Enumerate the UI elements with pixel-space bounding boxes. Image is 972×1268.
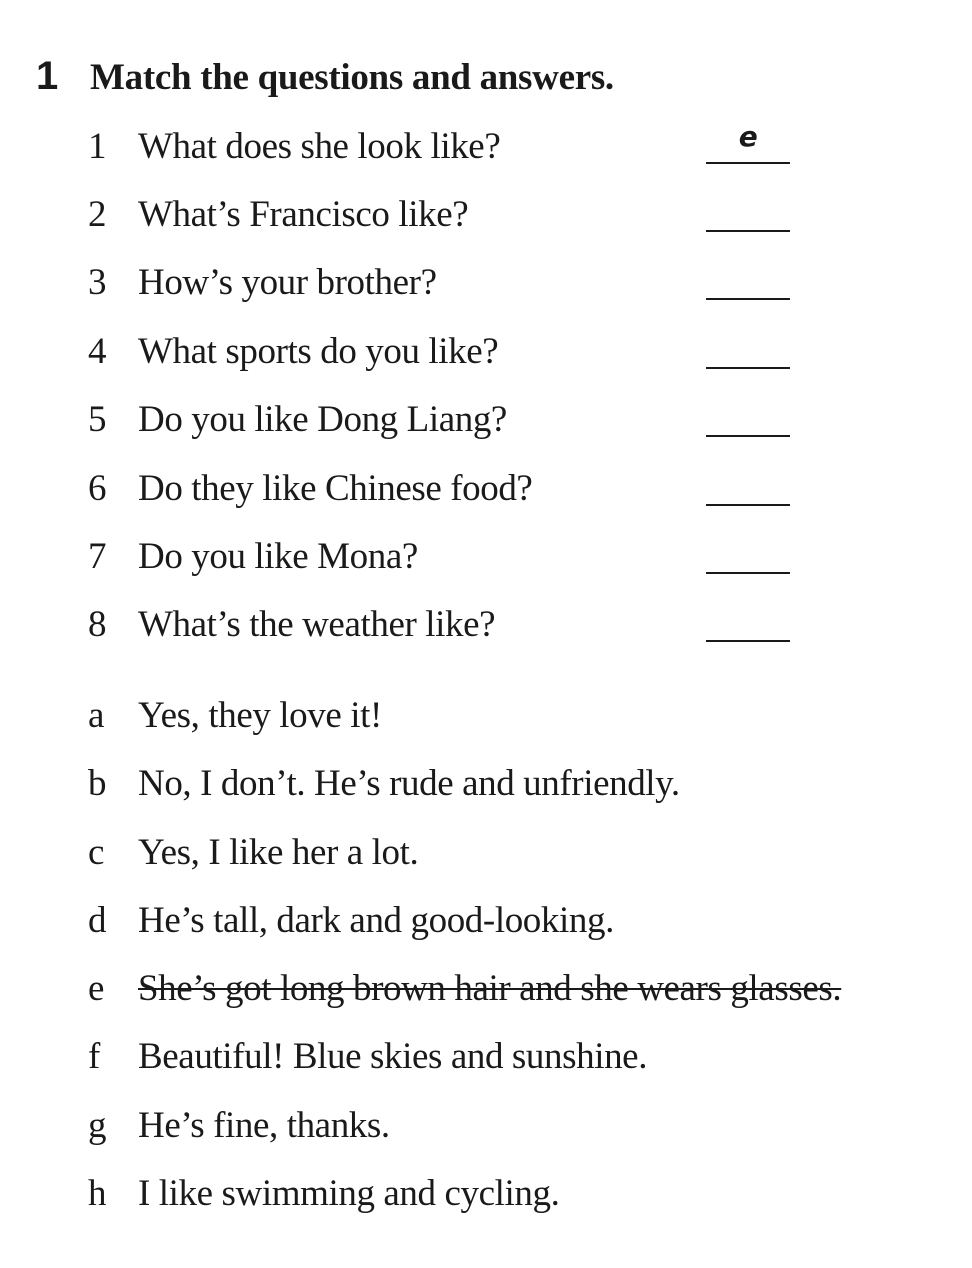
answer-blank[interactable] [706, 387, 790, 437]
answer-row [0, 896, 972, 946]
answer-text: Beautiful! Blue skies and sunshine. [138, 1036, 648, 1077]
answer-text: Yes, they love it! [138, 695, 382, 736]
question-text: What does she look like? [138, 126, 501, 167]
question-text: What’s the weather like? [138, 604, 496, 645]
question-number: 6 [88, 468, 107, 509]
question-text: Do you like Dong Liang? [138, 399, 507, 440]
question-number: 8 [88, 604, 107, 645]
answer-text: He’s tall, dark and good-looking. [138, 900, 614, 941]
answer-row [0, 828, 972, 878]
question-row [0, 190, 972, 240]
answer-blank[interactable] [706, 456, 790, 506]
answer-letter: f [88, 1036, 100, 1077]
answer-text: Yes, I like her a lot. [138, 832, 419, 873]
answer-blank[interactable] [706, 592, 790, 642]
answer-blank[interactable] [706, 524, 790, 574]
question-row [0, 258, 972, 308]
answer-letter: e [88, 968, 105, 1009]
answer-letter: g [88, 1105, 107, 1146]
answer-text-struck-through: She’s got long brown hair and she wears glasses. [138, 968, 842, 1009]
question-row [0, 532, 972, 582]
answer-blank[interactable] [706, 114, 790, 164]
answer-letter: b [88, 763, 107, 804]
answer-row [0, 1032, 972, 1082]
question-text: Do they like Chinese food? [138, 468, 533, 509]
question-text: What’s Francisco like? [138, 194, 469, 235]
exercise-title: Match the questions and answers. [90, 57, 614, 98]
question-text: What sports do you like? [138, 331, 499, 372]
answer-row [0, 964, 972, 1014]
question-row [0, 464, 972, 514]
answer-row [0, 759, 972, 809]
question-number: 1 [88, 126, 107, 167]
answer-text: No, I don’t. He’s rude and unfriendly. [138, 763, 680, 804]
answer-letter: h [88, 1173, 107, 1214]
question-row [0, 122, 972, 172]
answer-text: I like swimming and cycling. [138, 1173, 560, 1214]
answer-blank[interactable] [706, 250, 790, 300]
question-row [0, 327, 972, 377]
answer-text: He’s fine, thanks. [138, 1105, 390, 1146]
answer-row [0, 1169, 972, 1219]
question-number: 5 [88, 399, 107, 440]
question-row [0, 600, 972, 650]
question-number: 2 [88, 194, 107, 235]
answer-blank[interactable] [706, 182, 790, 232]
exercise-number: 1 [36, 54, 59, 98]
handwritten-answer: e [738, 120, 758, 153]
question-number: 7 [88, 536, 107, 577]
answer-letter: d [88, 900, 107, 941]
answer-blank[interactable] [706, 319, 790, 369]
question-number: 3 [88, 262, 107, 303]
answer-row [0, 691, 972, 741]
answer-letter: c [88, 832, 105, 873]
question-text: How’s your brother? [138, 262, 437, 303]
question-number: 4 [88, 331, 107, 372]
answer-letter: a [88, 695, 105, 736]
question-text: Do you like Mona? [138, 536, 418, 577]
answer-row [0, 1101, 972, 1151]
question-row [0, 395, 972, 445]
